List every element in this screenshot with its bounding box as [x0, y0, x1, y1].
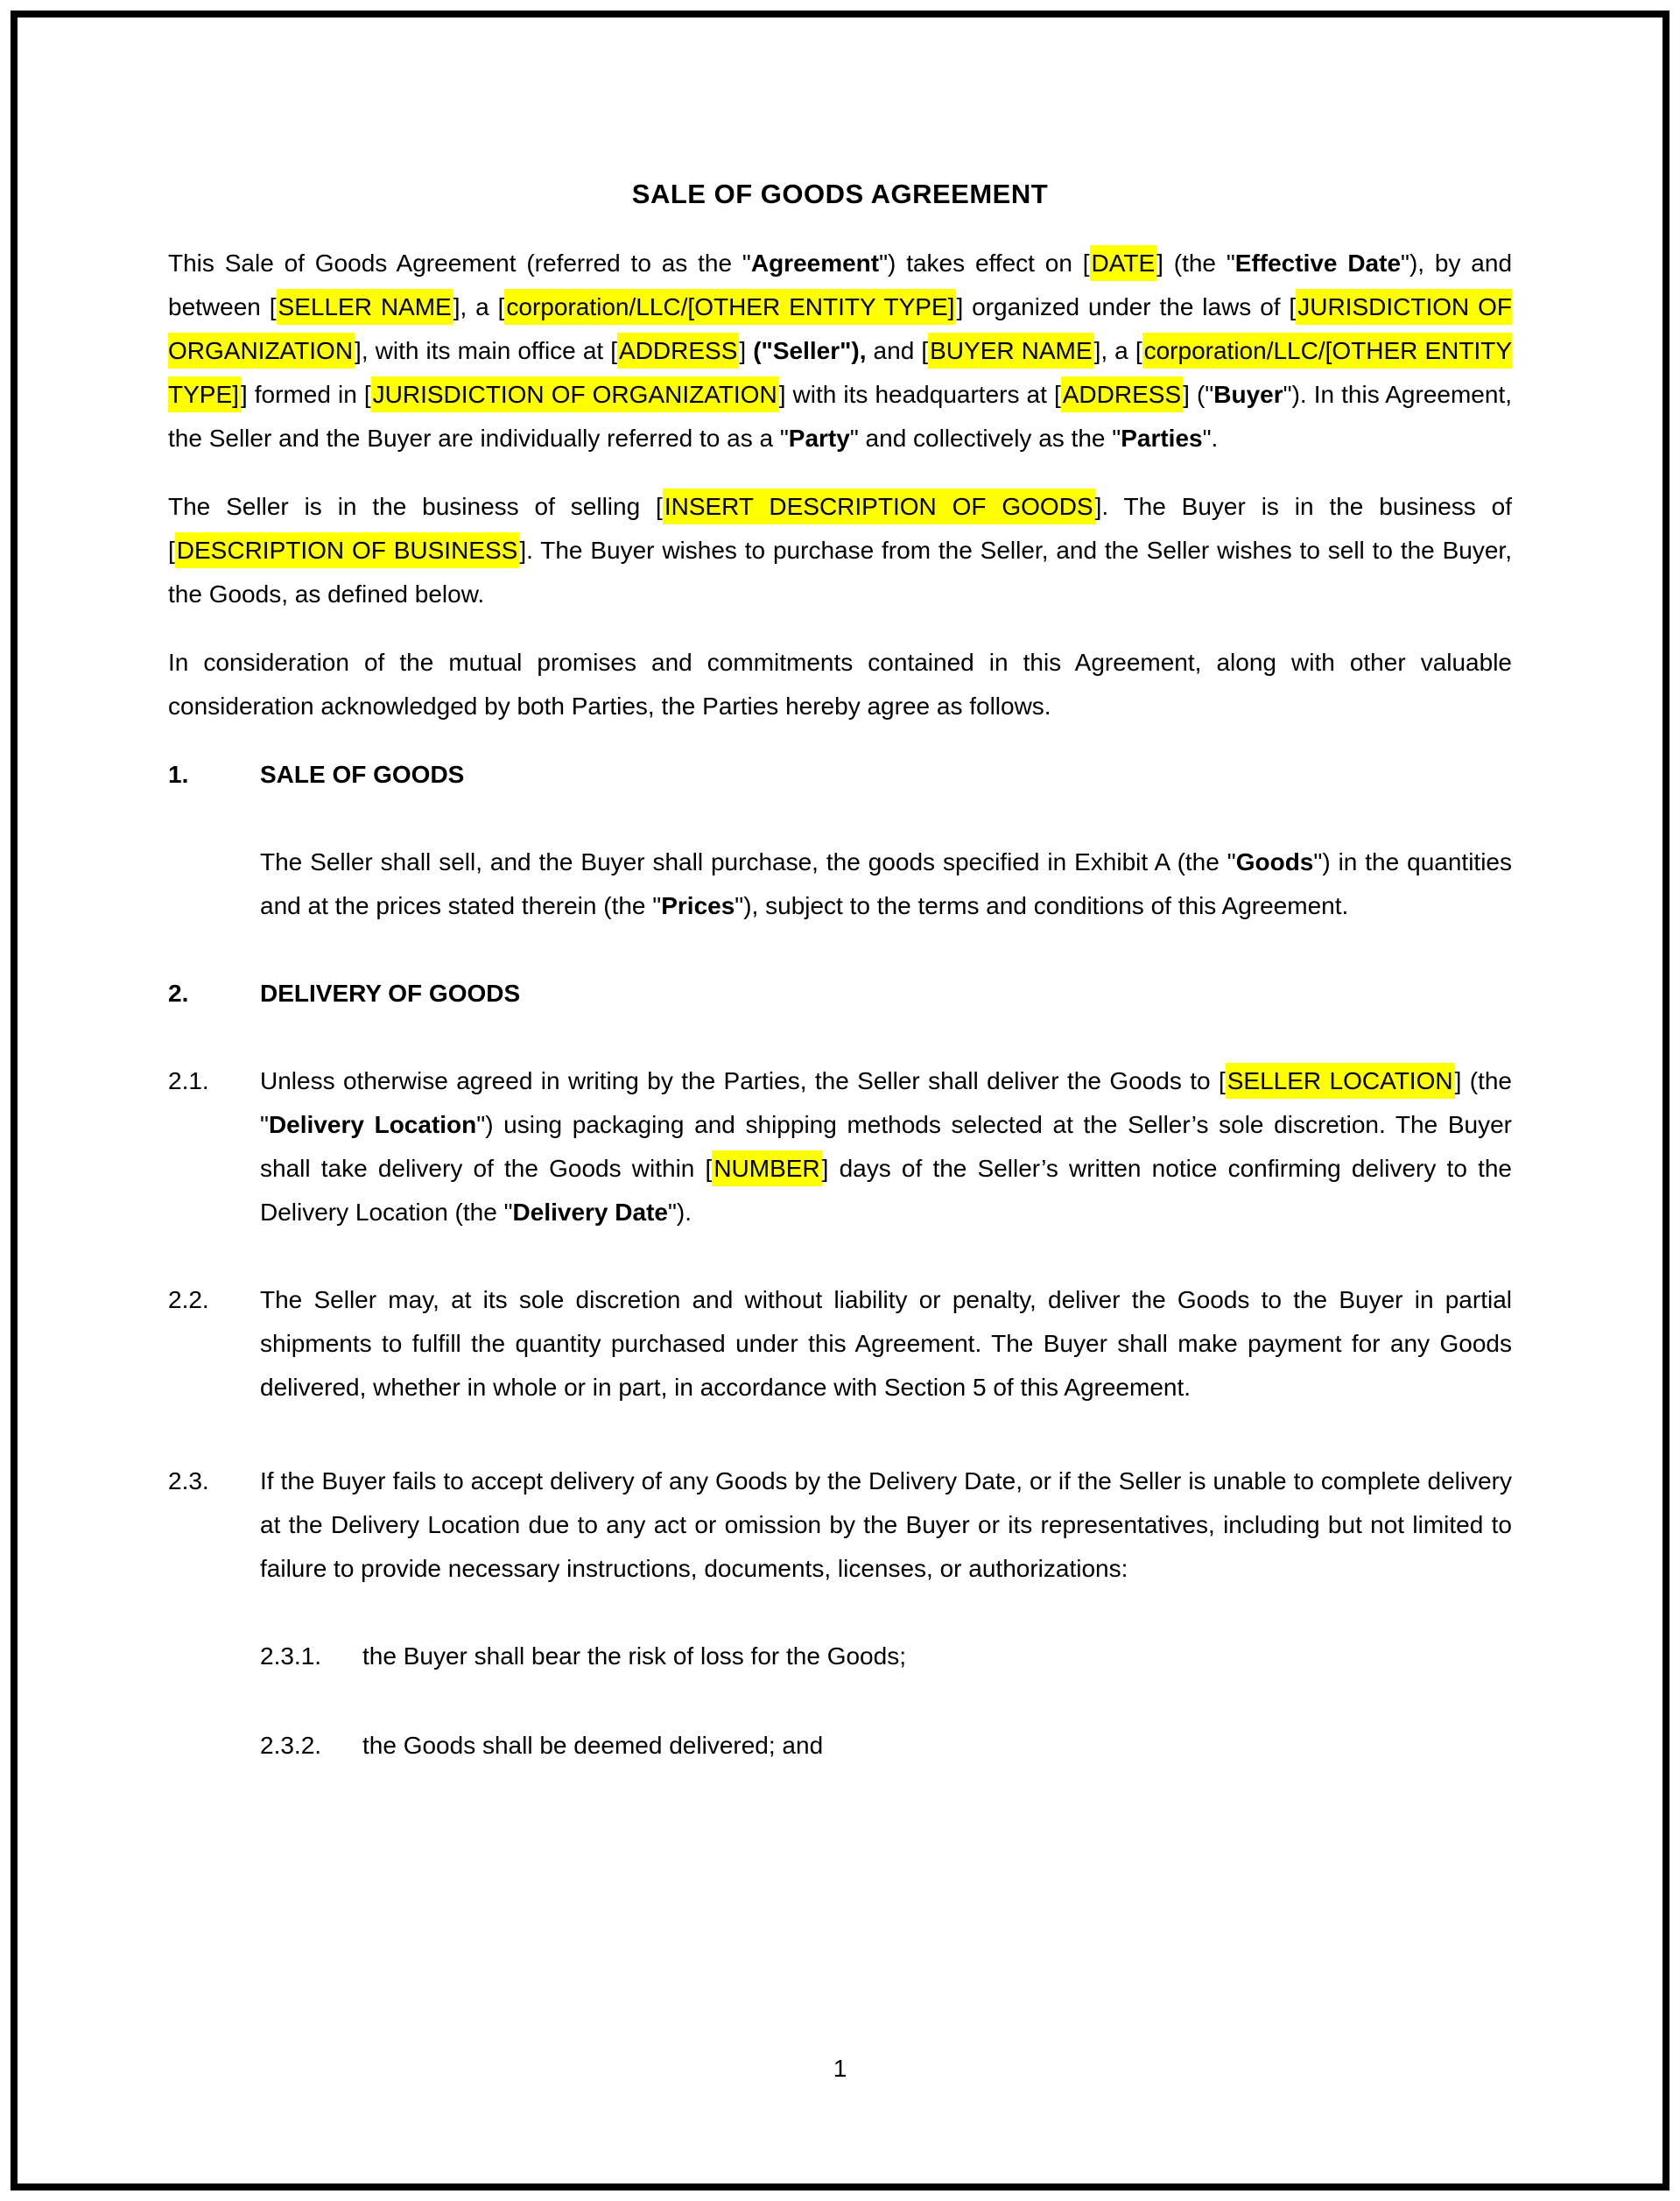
highlighted-placeholder: ADDRESS [617, 333, 739, 369]
highlighted-placeholder: corporation/LLC/[OTHER ENTITY TYPE] [168, 333, 1512, 412]
highlighted-placeholder: SELLER LOCATION [1226, 1063, 1455, 1099]
highlighted-placeholder: BUYER NAME [928, 333, 1093, 369]
document-body [168, 242, 1512, 1768]
highlighted-placeholder: INSERT DESCRIPTION OF GOODS [663, 489, 1095, 524]
clause-2-3 [168, 1459, 1512, 1591]
section-2-heading-number: 2. [168, 980, 189, 1007]
document-title: SALE OF GOODS AGREEMENT [631, 179, 1049, 209]
highlighted-placeholder: SELLER NAME [277, 289, 453, 325]
intro-paragraph [168, 242, 1512, 461]
highlighted-placeholder: NUMBER [712, 1150, 821, 1186]
clause-2-3-1 [260, 1635, 1512, 1678]
clause-2-1-number: 2.1. [168, 1067, 209, 1094]
consideration-paragraph [168, 641, 1512, 728]
clause-2-2 [168, 1278, 1512, 1410]
clause-2-3-2 [260, 1724, 1512, 1768]
clause-2-3-1-text: the Buyer shall bear the risk of loss for the Goods; [362, 1642, 906, 1670]
highlighted-placeholder: ADDRESS [1061, 376, 1183, 412]
section-1-body [260, 840, 1512, 928]
clause-2-2-number: 2.2. [168, 1286, 209, 1313]
clause-2-3-text: If the Buyer fails to accept delivery of any Goods by the Delivery Date, or if the Seller is unable to complete delivery at the Delivery Location due to any act or omission by the Buyer or its representatives, including but not limited to failure to provide necessary instructions, documents, licenses, or authorizations: [260, 1467, 1512, 1582]
clause-2-2-text: The Seller may, at its sole discretion and without liability or penalty, deliver the Goods to the Buyer in partial shipments to fulfill the quantity purchased under this Agreement. The Buyer shall make payment for any Goods delivered, whether in whole or in part, in accordance with Section 5 of this Agreement. [260, 1286, 1512, 1401]
business-paragraph [168, 485, 1512, 616]
highlighted-placeholder: JURISDICTION OF ORGANIZATION [168, 289, 1512, 369]
clause-2-1-text: Unless otherwise agreed in writing by the Parties, the Seller shall deliver the Goods to [SELLER LOCATION] (the "Delivery Location") using packaging and shipping methods selected at the Seller’s sole discretion. The Buyer shall take delivery of the Goods within [NUMBER] days of the Seller’s written notice confirming delivery to the Delivery Location (the "Delivery Date"). [260, 1059, 1512, 1234]
highlighted-placeholder: DATE [1090, 245, 1157, 281]
highlighted-placeholder: JURISDICTION OF ORGANIZATION [371, 376, 779, 412]
clause-2-3-number: 2.3. [168, 1467, 209, 1494]
clause-2-3-2-text: the Goods shall be deemed delivered; and [362, 1732, 824, 1759]
business-paragraph-text: The Seller is in the business of selling [INSERT DESCRIPTION OF GOODS]. The Buyer is in the business of [DESCRIPTION OF BUSINESS]. The Buyer wishes to purchase from the Seller, and the Seller wishes to sell to the Buyer, the Goods, as defined below. [168, 485, 1512, 616]
consideration-paragraph-text: In consideration of the mutual promises and commitments contained in this Agreement, along with other valuable consideration acknowledged by both Parties, the Parties hereby agree as follows. [168, 649, 1512, 720]
page-number: 1 [833, 2055, 847, 2082]
section-2-heading-text: DELIVERY OF GOODS [260, 980, 521, 1007]
intro-paragraph-text: This Sale of Goods Agreement (referred to as the "Agreement") takes effect on [DATE] (the "Effective Date"), by and between [SELLER NAME], a [corporation/LLC/[OTHER ENTITY TYPE]] organized under the laws of [JURISDICTION OF ORGANIZATION], with its main office at [ADDRESS] ("Seller"), and [BUYER NAME], a [corporation/LLC/[OTHER ENTITY TYPE]] formed in [JURISDICTION OF ORGANIZATION] with its headquarters at [ADDRESS] ("Buyer"). In this Agreement, the Seller and the Buyer are individually referred to as a "Party" and collectively as the "Parties". [168, 242, 1512, 461]
highlighted-placeholder: corporation/LLC/[OTHER ENTITY TYPE] [504, 289, 956, 325]
clause-2-3-1-number: 2.3.1. [260, 1642, 322, 1670]
section-1-body-text: The Seller shall sell, and the Buyer shall purchase, the goods specified in Exhibit A (the "Goods") in the quantities and at the prices stated therein (the "Prices"), subject to the terms and conditions of this Agreement. [260, 848, 1512, 919]
clause-2-3-2-number: 2.3.2. [260, 1732, 322, 1759]
clause-2-1 [168, 1059, 1512, 1234]
section-2-heading [168, 972, 1512, 1016]
section-1-heading-text: SALE OF GOODS [260, 761, 465, 788]
section-1-heading-number: 1. [168, 761, 189, 788]
section-1-heading [168, 753, 1512, 797]
highlighted-placeholder: DESCRIPTION OF BUSINESS [175, 532, 520, 568]
